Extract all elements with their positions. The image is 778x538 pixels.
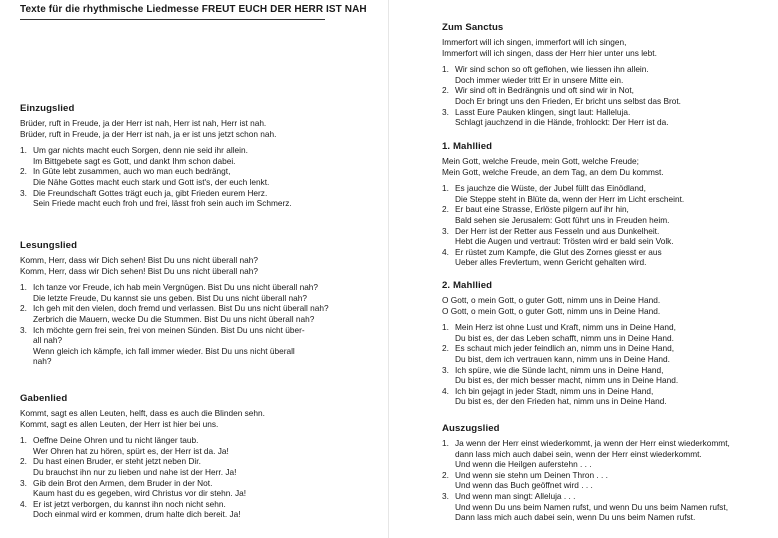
- verse-line: Und wenn die Heilgen auferstehn . . .: [455, 459, 592, 470]
- verse-list: [20, 435, 265, 520]
- refrain-line: Brüder, ruft in Freude, ja der Herr ist nah, Herr ist nah, Herr ist nah.: [20, 118, 267, 128]
- verse-line: all nah?: [33, 335, 63, 346]
- verse-number: 2.: [20, 166, 27, 177]
- verse: [442, 438, 730, 470]
- verse: [20, 188, 292, 209]
- verse-list: [442, 438, 730, 523]
- verse-number: 2.: [442, 85, 449, 96]
- verse-number: 1.: [442, 322, 449, 333]
- refrain: [20, 118, 292, 139]
- verse-line: Zerbrich die Mauern, wecke Du die Stummen. Bist Du uns nicht überall nah?: [33, 313, 315, 324]
- verse-line: Du bist es, der den Frieden hat, nimm uns in Deine Hand.: [455, 396, 667, 407]
- refrain: [442, 156, 684, 177]
- verse-line: Du brauchst ihn nur zu lieben und nahe ist der Herr. Ja!: [33, 466, 237, 477]
- verse-line: Im Bittgebete sagt es Gott, und dankt Ihm schon dabei.: [33, 155, 236, 166]
- refrain-line: Brüder, ruft in Freude, ja der Herr ist nah, ja er ist uns jetzt schon nah.: [20, 128, 277, 139]
- verse-number: 3.: [20, 477, 27, 488]
- verse-line: Wir sind schon so oft geflohen, wie liessen ihn allein.: [455, 64, 649, 75]
- verse: [442, 322, 678, 343]
- section-einzugslied: [20, 103, 292, 209]
- verse-line: Gib dein Brot den Armen, dem Bruder in der Not.: [33, 477, 213, 488]
- verse: [20, 325, 329, 367]
- verse-list: [442, 64, 681, 128]
- verse-number: 4.: [20, 498, 27, 509]
- section-gabenlied: [20, 393, 265, 520]
- verse-line: Dann lass mich auch dabei sein, wenn Du uns beim Namen rufst.: [455, 512, 696, 523]
- verse-number: 3.: [20, 324, 27, 335]
- verse: [20, 478, 265, 499]
- verse-line: Ich geh mit den vielen, doch fremd und verlassen. Bist Du uns nicht überall nah?: [33, 303, 329, 314]
- refrain-line: Mein Gott, welche Freude, mein Gott, welche Freude;: [442, 156, 639, 166]
- verse: [442, 491, 730, 523]
- verse-number: 1.: [442, 183, 449, 194]
- refrain-line: Komm, Herr, dass wir Dich sehen! Bist Du uns nicht überall nah?: [20, 255, 258, 265]
- verse-line: Du bist, dem ich vertrauen kann, nimm uns in Deine Hand.: [455, 353, 670, 364]
- refrain-line: Kommt, sagt es allen Leuten, der Herr ist hier bei uns.: [20, 418, 219, 429]
- verse-list: [442, 322, 678, 407]
- verse-number: 4.: [442, 385, 449, 396]
- verse-line: Wer Ohren hat zu hören, spürt es, der Herr ist da. Ja!: [33, 445, 229, 456]
- verse-line: Wenn gleich ich kämpfe, ich fall immer wieder. Bist Du uns nicht überall: [33, 345, 295, 356]
- verse-line: nah?: [33, 356, 52, 367]
- verse-list: [442, 183, 684, 268]
- verse-line: dann lass mich auch dabei sein, wenn der Herr einst wiederkommt.: [455, 448, 702, 459]
- verse-number: 1.: [442, 438, 449, 448]
- verse: [20, 282, 329, 303]
- verse-line: Kaum hast du es gegeben, wird Christus vor dir stehn. Ja!: [33, 488, 247, 499]
- verse-line: Er baut eine Strasse, Erlöste pilgern auf ihr hin,: [455, 204, 629, 215]
- verse-line: Der Herr ist der Retter aus Fesseln und aus Dunkelheit.: [455, 225, 660, 236]
- verse-line: Ich tanze vor Freude, ich hab mein Vergnügen. Bist Du uns nicht überall nah?: [33, 282, 319, 293]
- verse: [442, 183, 684, 204]
- refrain-line: Kommt, sagt es allen Leuten, helft, dass es auch die Blinden sehn.: [20, 408, 265, 418]
- verse-number: 1.: [20, 282, 27, 293]
- document-title: Texte für die rhythmische Liedmesse FREUT EUCH DER HERR IST NAH: [20, 4, 325, 20]
- verse: [442, 343, 678, 364]
- section-mahllied-2: [442, 280, 678, 407]
- verse-line: Die Freundschaft Gottes trägt euch ja, gibt Frieden eurem Herz.: [33, 187, 268, 198]
- verse-line: In Güte lebt zusammen, auch wo man euch bedrängt,: [33, 166, 231, 177]
- verse-number: 1.: [20, 435, 27, 446]
- verse-number: 2.: [442, 469, 449, 480]
- verse-line: Wir sind oft in Bedrängnis und oft sind wir in Not,: [455, 85, 634, 96]
- verse-number: 2.: [20, 303, 27, 314]
- refrain-line: O Gott, o mein Gott, o guter Gott, nimm uns in Deine Hand.: [442, 295, 661, 305]
- verse-line: Bald sehen sie Jerusalem: Gott führt uns in Freuden heim.: [455, 214, 670, 225]
- verse-number: 2.: [442, 204, 449, 215]
- verse-number: 4.: [442, 246, 449, 257]
- verse-line: Es jauchze die Wüste, der Jubel füllt das Einödland,: [455, 183, 646, 194]
- verse-line: Oeffne Deine Ohren und tu nicht länger taub.: [33, 435, 199, 446]
- verse-line: Es schaut mich jeder feindlich an, nimm uns in Deine Hand,: [455, 343, 675, 354]
- verse: [442, 107, 681, 128]
- verse-line: Und wenn sie stehn um Deinen Thron . . .: [455, 469, 608, 480]
- verse-line: Sein Friede macht euch froh und frei, lässt froh sein auch im Schmerz.: [33, 198, 292, 209]
- verse-number: 3.: [442, 225, 449, 236]
- verse-line: Die Nähe Gottes macht euch stark und Gott ist's, der euch lenkt.: [33, 176, 270, 187]
- verse-line: Ich bin gejagt in jeder Stadt, nimm uns in Deine Hand,: [455, 385, 654, 396]
- verse-line: Die letzte Freude, Du kannst sie uns geben. Bist Du uns nicht überall nah?: [33, 292, 307, 303]
- verse-number: 3.: [20, 187, 27, 198]
- verse: [20, 435, 265, 456]
- verse-number: 3.: [442, 106, 449, 117]
- verse-line: Schlagt jauchzend in die Hände, frohlockt: Der Herr ist da.: [455, 117, 669, 128]
- verse-line: Du bist es, der das Leben schafft, nimm uns in Deine Hand.: [455, 332, 674, 343]
- verse: [442, 386, 678, 407]
- refrain: [442, 37, 681, 58]
- section-heading: Lesungslied: [20, 240, 78, 251]
- section-heading: Zum Sanctus: [442, 22, 504, 33]
- verse: [442, 226, 684, 247]
- section-sanctus: [442, 22, 681, 128]
- section-lesungslied: [20, 240, 329, 367]
- verse-line: Ich möchte gern frei sein, frei von meinen Sünden. Bist Du uns nicht über-: [33, 324, 305, 335]
- verse-line: Um gar nichts macht euch Sorgen, denn nie seid ihr allein.: [33, 145, 248, 156]
- verse-line: Doch immer wieder tritt Er in unsere Mitte ein.: [455, 74, 624, 85]
- section-heading: 2. Mahllied: [442, 280, 493, 291]
- verse-line: Ich spüre, wie die Sünde lacht, nimm uns in Deine Hand,: [455, 364, 664, 375]
- verse-number: 3.: [442, 490, 449, 501]
- section-heading: 1. Mahllied: [442, 141, 493, 152]
- page-fold: [388, 0, 389, 538]
- verse-line: Du bist es, der mich besser macht, nimm uns in Deine Hand.: [455, 375, 679, 386]
- verse-number: 1.: [442, 64, 449, 75]
- verse-line: Lasst Eure Pauken klingen, singt laut: Halleluja.: [455, 106, 631, 117]
- verse-line: Ueber alles Frevlertum, wenn Gericht gehalten wird.: [455, 257, 647, 268]
- section-heading: Einzugslied: [20, 103, 75, 114]
- verse-line: Die Steppe steht in Blüte da, wenn der Herr im Licht erscheint.: [455, 193, 685, 204]
- verse-number: 3.: [442, 364, 449, 375]
- verse-line: Er ist jetzt verborgen, du kannst ihn noch nicht sehn.: [33, 498, 226, 509]
- verse-number: 1.: [20, 145, 27, 156]
- section-heading: Gabenlied: [20, 393, 68, 404]
- verse-line: Und wenn das Buch geöffnet wird . . .: [455, 480, 593, 491]
- section-auszugslied: [442, 423, 730, 523]
- verse: [442, 247, 684, 268]
- verse-line: Doch Er bringt uns den Frieden, Er bricht uns selbst das Brot.: [455, 95, 681, 106]
- verse-line: Und wenn man singt: Alleluja . . .: [455, 490, 576, 501]
- verse: [20, 499, 265, 520]
- verse: [442, 365, 678, 386]
- verse: [20, 456, 265, 477]
- refrain: [442, 295, 678, 316]
- verse-number: 2.: [442, 343, 449, 354]
- refrain-line: Immerfort will ich singen, immerfort will ich singen,: [442, 37, 627, 47]
- refrain-line: Komm, Herr, dass wir Dich sehen! Bist Du uns nicht überall nah?: [20, 265, 258, 276]
- verse: [442, 64, 681, 85]
- section-heading: Auszugslied: [442, 423, 500, 434]
- verse-line: Hebt die Augen und vertraut: Trösten wird er bald sein Volk.: [455, 236, 674, 247]
- refrain-line: Immerfort will ich singen, dass der Herr hier unter uns lebt.: [442, 47, 657, 58]
- verse-line: Doch einmal wird er kommen, drum halte dich bereit. Ja!: [33, 509, 241, 520]
- refrain: [20, 255, 329, 276]
- verse-line: Ja wenn der Herr einst wiederkommt, ja wenn der Herr einst wiederkommt,: [455, 438, 730, 448]
- verse: [442, 85, 681, 106]
- verse: [442, 204, 684, 225]
- refrain: [20, 408, 265, 429]
- verse: [442, 470, 730, 491]
- verse-list: [20, 145, 292, 209]
- verse-line: Du hast einen Bruder, er steht jetzt neben Dir.: [33, 456, 201, 467]
- verse-line: Mein Herz ist ohne Lust und Kraft, nimm uns in Deine Hand,: [455, 322, 676, 333]
- section-mahllied-1: [442, 141, 684, 268]
- verse-number: 2.: [20, 456, 27, 467]
- verse: [20, 166, 292, 187]
- refrain-line: O Gott, o mein Gott, o guter Gott, nimm uns in Deine Hand.: [442, 305, 661, 316]
- verse-list: [20, 282, 329, 367]
- verse-line: Und wenn Du uns beim Namen rufst, und wenn Du uns beim Namen rufst,: [455, 501, 729, 512]
- verse-line: Er rüstet zum Kampfe, die Glut des Zornes giesst er aus: [455, 246, 662, 257]
- refrain-line: Mein Gott, welche Freude, an dem Tag, an dem Du kommst.: [442, 166, 664, 177]
- verse: [20, 303, 329, 324]
- verse: [20, 145, 292, 166]
